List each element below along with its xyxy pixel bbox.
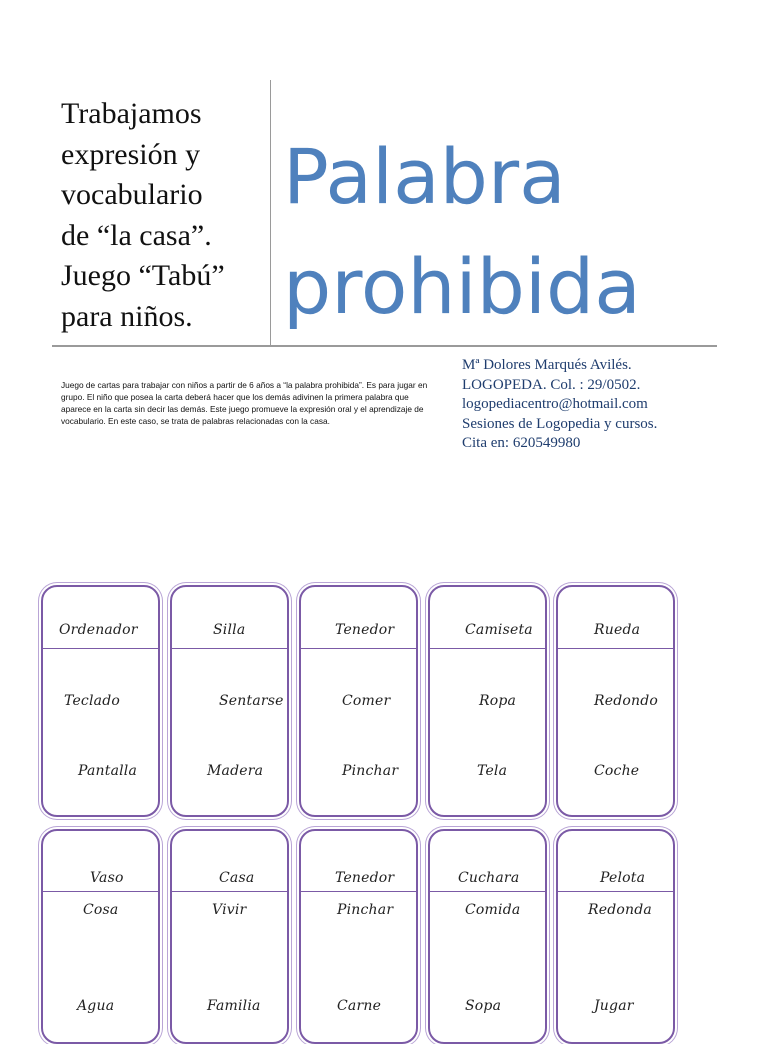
word-card-rueda — [556, 585, 675, 817]
card-main-word: Tenedor — [335, 622, 395, 638]
horizontal-divider — [52, 345, 717, 347]
card-separator — [172, 648, 287, 649]
card-taboo-word: Sopa — [465, 998, 502, 1014]
word-card-vaso — [41, 829, 160, 1044]
word-card-camiseta — [428, 585, 547, 817]
card-taboo-word: Pinchar — [342, 763, 399, 779]
page-subtitle: Trabajamos expresión y vocabulario de “la casa”. Juego “Tabú” para niños. — [61, 97, 225, 333]
author-credential: LOGOPEDA. Col. : 29/0502. — [462, 376, 641, 393]
card-taboo-word: Vivir — [212, 902, 247, 918]
author-name: Mª Dolores Marqués Avilés. — [462, 357, 632, 373]
word-card-tenedor-2 — [299, 829, 418, 1044]
card-separator — [301, 891, 416, 892]
word-card-pelota — [556, 829, 675, 1044]
card-main-word: Rueda — [594, 622, 641, 638]
card-taboo-word: Tela — [477, 763, 508, 779]
card-separator — [43, 891, 158, 892]
card-separator — [430, 891, 545, 892]
card-taboo-word: Madera — [207, 763, 264, 779]
author-block — [462, 356, 752, 454]
card-main-word: Casa — [219, 870, 255, 886]
card-main-word: Silla — [213, 622, 246, 638]
card-taboo-word: Coche — [594, 763, 640, 779]
card-taboo-word: Pantalla — [78, 763, 138, 779]
card-separator — [558, 648, 673, 649]
word-card-tenedor — [299, 585, 418, 817]
card-main-word: Cuchara — [458, 870, 520, 886]
card-taboo-word: Agua — [77, 998, 115, 1014]
game-description: Juego de cartas para trabajar con niños a partir de 6 años a “la palabra prohibida”. Es para jugar en grupo. El niño que posea la carta deberá hacer que los demás adivinen la primera palabra que aparece en la carta sin decir las demás. Este juego promueve la expresión oral y el aprendizaje de vocabulario. En este caso, se trata de palabras relacionadas con la casa. — [61, 380, 428, 426]
word-card-ordenador — [41, 585, 160, 817]
word-card-cuchara — [428, 829, 547, 1044]
card-taboo-word: Teclado — [64, 693, 120, 709]
card-taboo-word: Familia — [207, 998, 261, 1014]
card-taboo-word: Comer — [342, 693, 391, 709]
card-separator — [558, 891, 673, 892]
card-taboo-word: Ropa — [479, 693, 517, 709]
card-separator — [172, 891, 287, 892]
card-taboo-word: Comida — [465, 902, 521, 918]
author-email: logopediacentro@hotmail.com — [462, 396, 648, 413]
card-taboo-word: Cosa — [83, 902, 119, 918]
author-appointment: Cita en: 620549980 — [462, 435, 581, 452]
author-services: Sesiones de Logopedia y cursos. — [462, 415, 658, 432]
card-main-word: Vaso — [90, 870, 124, 886]
card-separator — [301, 648, 416, 649]
card-separator — [430, 648, 545, 649]
page-title: Palabra prohibida — [283, 132, 641, 331]
card-main-word: Camiseta — [465, 622, 533, 638]
word-card-casa — [170, 829, 289, 1044]
card-taboo-word: Redonda — [588, 902, 652, 918]
card-taboo-word: Redondo — [594, 693, 659, 709]
card-main-word: Pelota — [600, 870, 646, 886]
card-taboo-word: Carne — [337, 998, 382, 1014]
card-main-word: Ordenador — [59, 622, 138, 638]
card-taboo-word: Pinchar — [337, 902, 394, 918]
card-taboo-word: Jugar — [594, 998, 634, 1014]
card-separator — [43, 648, 158, 649]
vertical-divider — [270, 80, 271, 346]
card-taboo-word: Sentarse — [219, 693, 284, 709]
card-main-word: Tenedor — [335, 870, 395, 886]
word-card-silla — [170, 585, 289, 817]
